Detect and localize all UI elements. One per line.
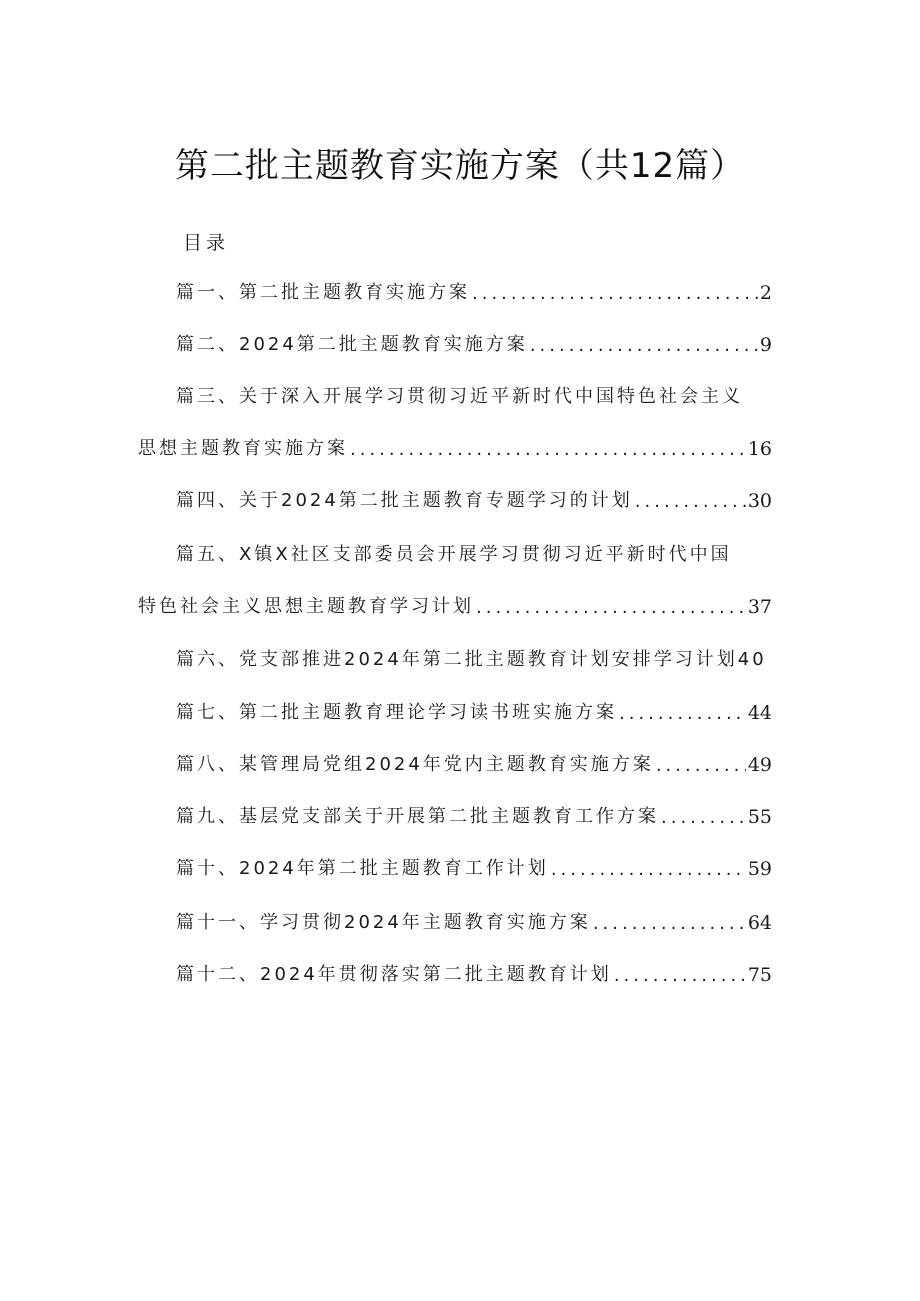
- toc-entry-page: 49: [747, 754, 772, 776]
- toc-entry[interactable]: [176, 484, 772, 512]
- toc-entry[interactable]: [176, 538, 732, 566]
- toc-entry-title: 篇四、关于2024第二批主题教育专题学习的计划: [176, 490, 633, 511]
- toc-entry-continuation[interactable]: [138, 590, 772, 618]
- toc-leader-dots: [472, 283, 758, 304]
- toc-leader-dots: [661, 807, 746, 828]
- toc-leader-dots: [593, 913, 746, 934]
- toc-heading: 目录: [183, 232, 230, 254]
- toc-entry[interactable]: [176, 276, 772, 304]
- toc-entry[interactable]: [176, 748, 772, 776]
- toc-entry-page: 44: [747, 702, 772, 724]
- toc-entry-title: 篇十、2024年第二批主题教育工作计划: [176, 858, 549, 879]
- toc-leader-dots: [530, 335, 758, 356]
- toc-entry-page: 30: [747, 490, 772, 512]
- toc-entry-title: 篇五、X镇X社区支部委员会开展学习贯彻习近平新时代中国: [176, 544, 732, 565]
- toc-entry-title: 篇一、第二批主题教育实施方案: [176, 282, 470, 303]
- document-title: 第二批主题教育实施方案（共12篇）: [174, 146, 746, 186]
- toc-entry[interactable]: [176, 380, 743, 408]
- toc-entry-title: 特色社会主义思想主题教育学习计划: [138, 596, 474, 617]
- toc-entry-page: 55: [747, 806, 772, 828]
- toc-entry-page: 2: [759, 282, 772, 304]
- toc-leader-dots: [614, 965, 746, 986]
- toc-entry-page: 16: [747, 438, 772, 460]
- toc-leader-dots: [656, 755, 746, 776]
- toc-entry[interactable]: [176, 328, 772, 356]
- toc-leader-dots: [551, 859, 746, 880]
- toc-entry-page: 59: [747, 858, 772, 880]
- toc-entry-title: 篇九、基层党支部关于开展第二批主题教育工作方案: [176, 806, 659, 827]
- toc-entry-title: 篇二、2024第二批主题教育实施方案: [176, 334, 528, 355]
- toc-entry[interactable]: [176, 852, 772, 880]
- toc-entry-title: 篇八、某管理局党组2024年党内主题教育实施方案: [176, 754, 654, 775]
- toc-entry-title: 篇三、关于深入开展学习贯彻习近平新时代中国特色社会主义: [176, 386, 743, 407]
- toc-entry-title: 篇六、党支部推进2024年第二批主题教育计划安排学习计划40: [176, 649, 767, 670]
- toc-entry[interactable]: [176, 958, 772, 986]
- toc-entry-page: 9: [759, 334, 772, 356]
- toc-entry[interactable]: [176, 696, 772, 724]
- toc-entry-page: 64: [747, 912, 772, 934]
- toc-leader-dots: [635, 491, 746, 512]
- toc-entry-title: 篇七、第二批主题教育理论学习读书班实施方案: [176, 702, 617, 723]
- toc-leader-dots: [619, 703, 746, 724]
- toc-leader-dots: [350, 439, 746, 460]
- toc-leader-dots: [476, 597, 746, 618]
- toc-entry[interactable]: [176, 906, 772, 934]
- toc-entry-title: 篇十二、2024年贯彻落实第二批主题教育计划: [176, 964, 612, 985]
- toc-entry-page: 75: [747, 964, 772, 986]
- toc-entry-title: 思想主题教育实施方案: [138, 438, 348, 459]
- toc-entry-page: 37: [747, 596, 772, 618]
- toc-entry[interactable]: [176, 643, 767, 671]
- toc-entry-continuation[interactable]: [138, 432, 772, 460]
- toc-entry-title: 篇十一、学习贯彻2024年主题教育实施方案: [176, 912, 591, 933]
- toc-entry[interactable]: [176, 800, 772, 828]
